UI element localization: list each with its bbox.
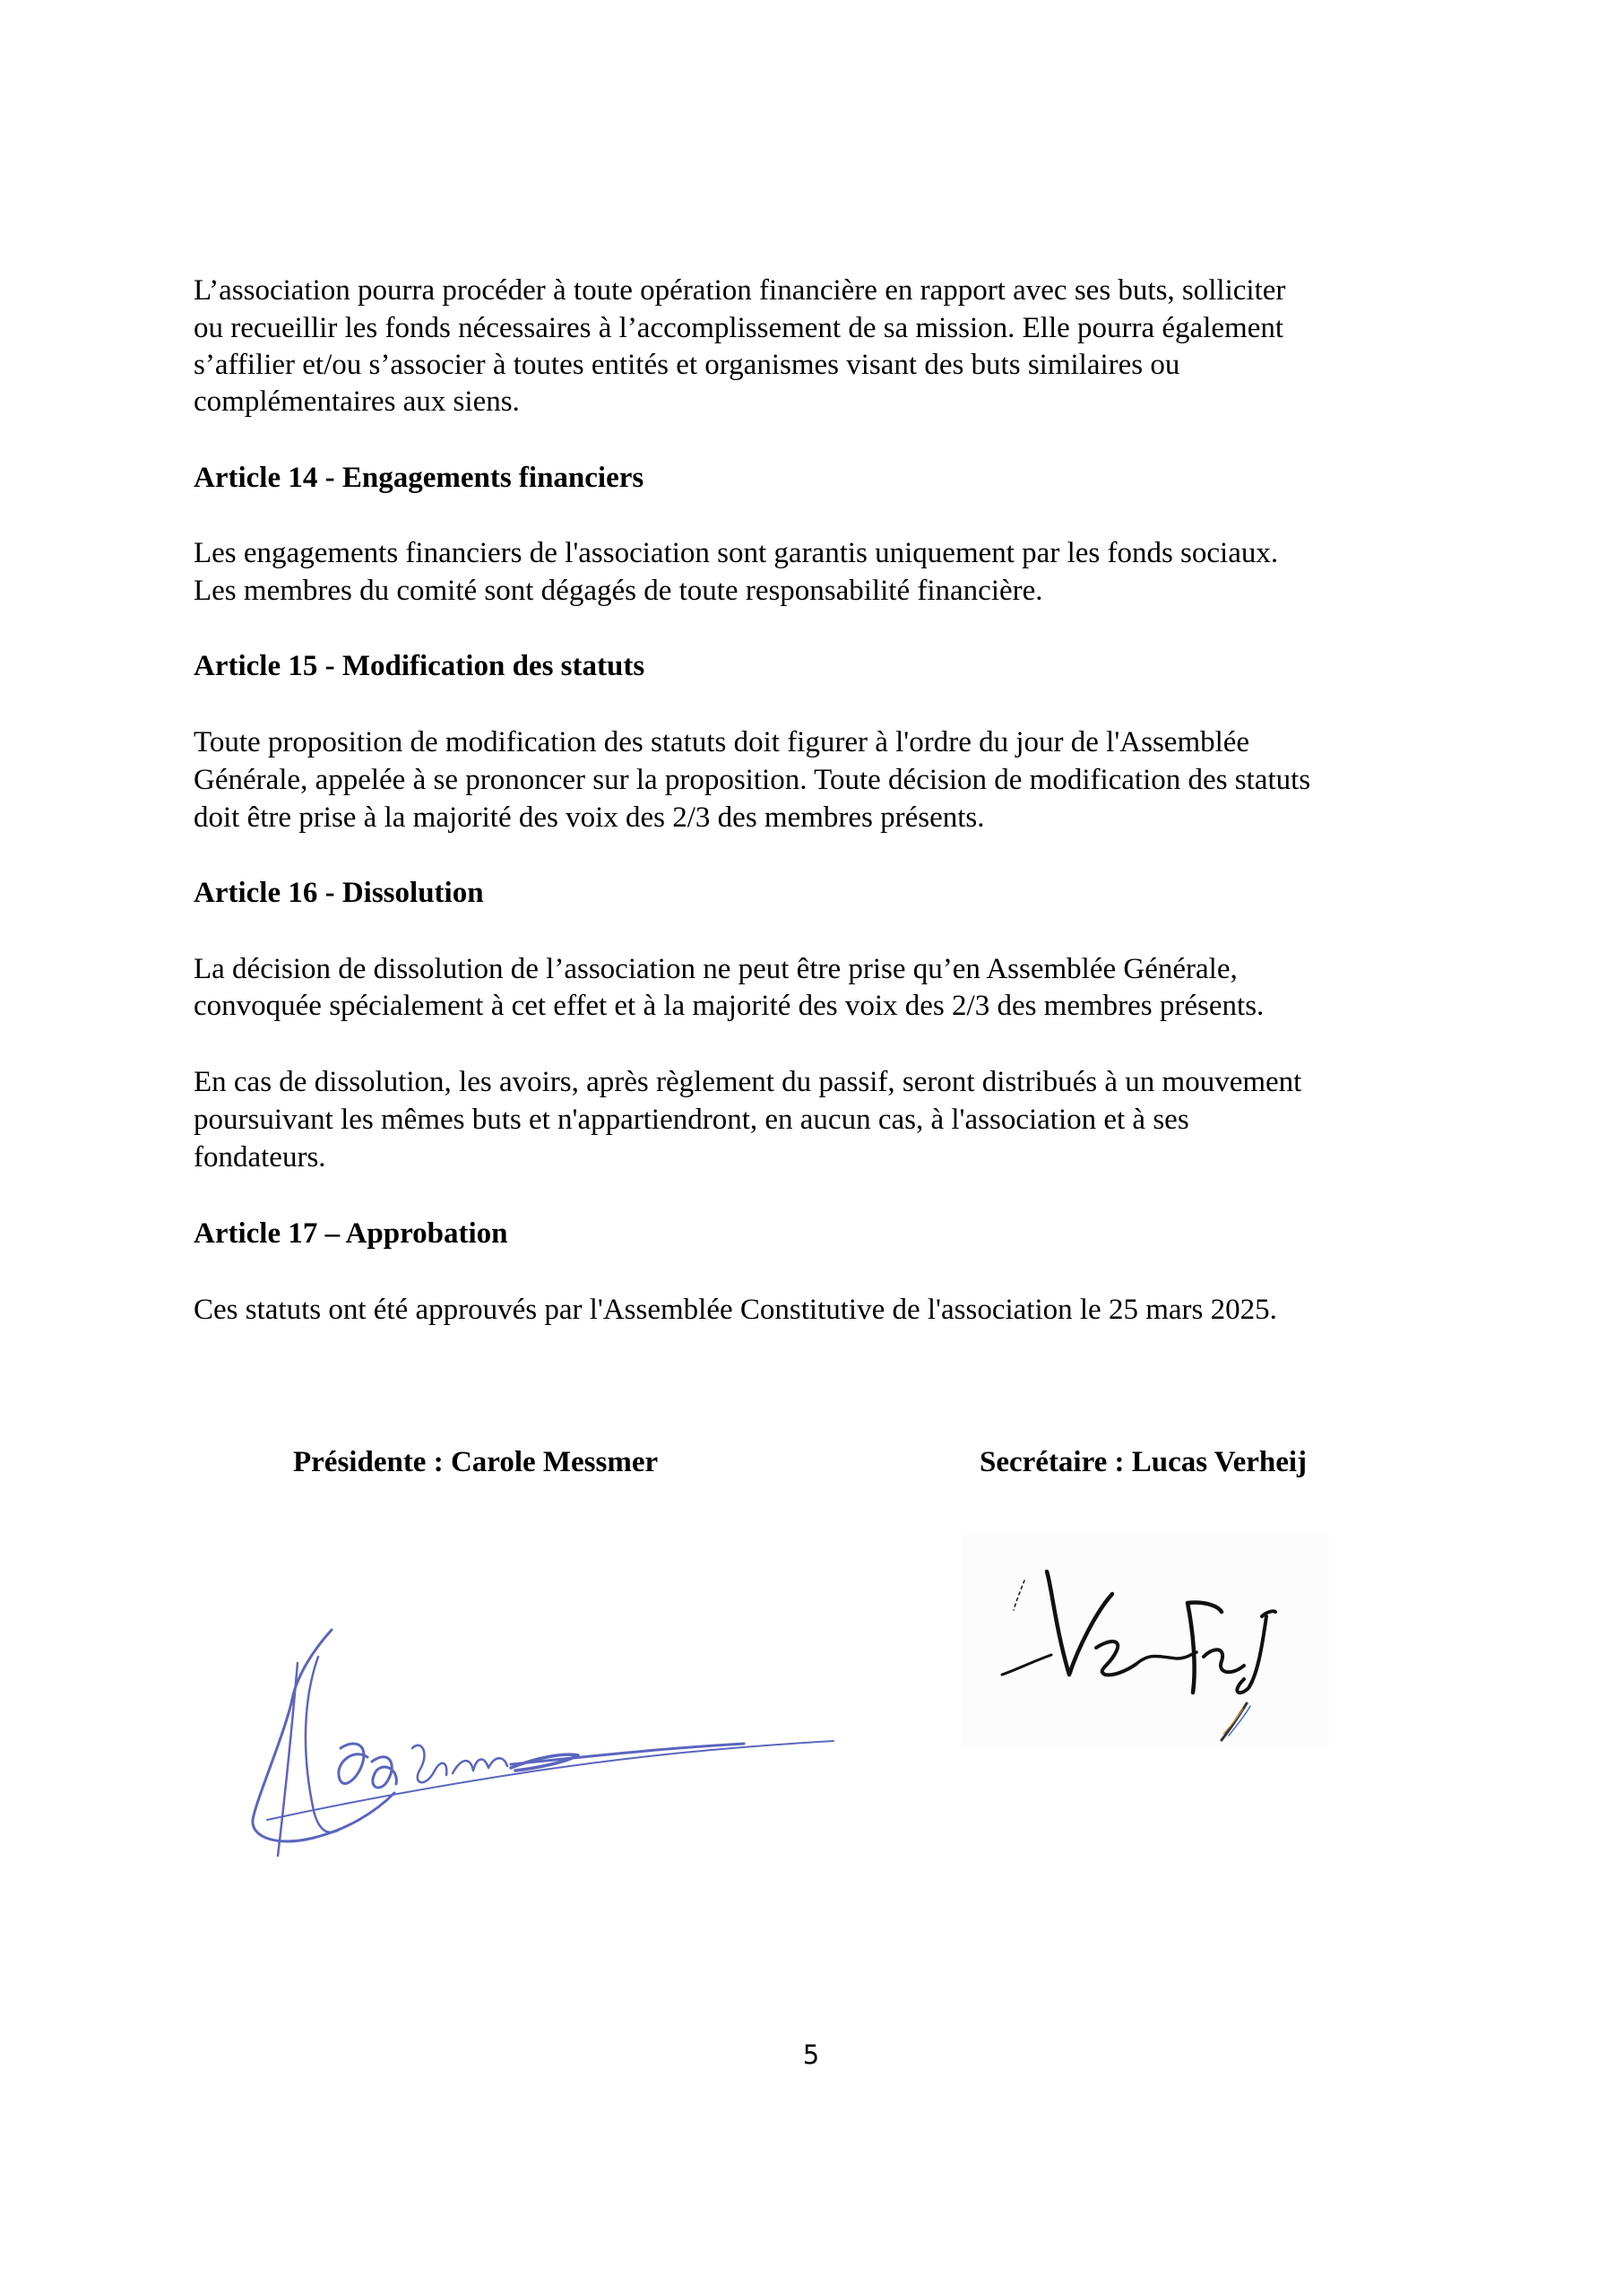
article-heading: Article 17 – Approbation xyxy=(194,1217,508,1250)
text-line: En cas de dissolution, les avoirs, après règlement du passif, seront distribués à un mouvement xyxy=(194,1066,1302,1098)
text-line: Générale, appelée à se prononcer sur la proposition. Toute décision de modification des statuts xyxy=(194,764,1311,796)
text-line: ou recueillir les fonds nécessaires à l’accomplissement de sa mission. Elle pourra également xyxy=(194,312,1284,344)
text-line: Ces statuts ont été approuvés par l'Assemblée Constitutive de l'association le 25 mars 2025. xyxy=(194,1294,1277,1326)
text-line: La décision de dissolution de l’association ne peut être prise qu’en Assemblée Générale, xyxy=(194,953,1238,985)
page-number: 5 xyxy=(802,2040,820,2070)
article-heading: Article 15 - Modification des statuts xyxy=(194,650,645,682)
text-line: convoquée spécialement à cet effet et à la majorité des voix des 2/3 des membres présents. xyxy=(194,990,1265,1022)
president-signature-label: Présidente : Carole Messmer xyxy=(293,1446,659,1478)
text-line: Les membres du comité sont dégagés de toute responsabilité financière. xyxy=(194,575,1043,607)
text-line: s’affilier et/ou s’associer à toutes entités et organismes visant des buts similaires ou xyxy=(194,349,1180,381)
text-line: complémentaires aux siens. xyxy=(194,385,520,418)
article-heading: Article 14 - Engagements financiers xyxy=(194,462,644,494)
text-line: Toute proposition de modification des statuts doit figurer à l'ordre du jour de l'Assemblée xyxy=(194,726,1250,758)
text-line: L’association pourra procéder à toute opération financière en rapport avec ses buts, solliciter xyxy=(194,274,1286,307)
secretary-signature-label: Secrétaire : Lucas Verheij xyxy=(980,1446,1308,1478)
text-line: Les engagements financiers de l'association sont garantis uniquement par les fonds sociaux. xyxy=(194,537,1279,569)
text-line: doit être prise à la majorité des voix des 2/3 des membres présents. xyxy=(194,801,985,834)
secretary-signature xyxy=(962,1531,1329,1748)
text-line: fondateurs. xyxy=(194,1141,326,1173)
text-line: poursuivant les mêmes buts et n'appartiendront, en aucun cas, à l'association et à ses xyxy=(194,1104,1189,1136)
president-signature xyxy=(242,1614,851,1883)
article-heading: Article 16 - Dissolution xyxy=(194,877,484,909)
